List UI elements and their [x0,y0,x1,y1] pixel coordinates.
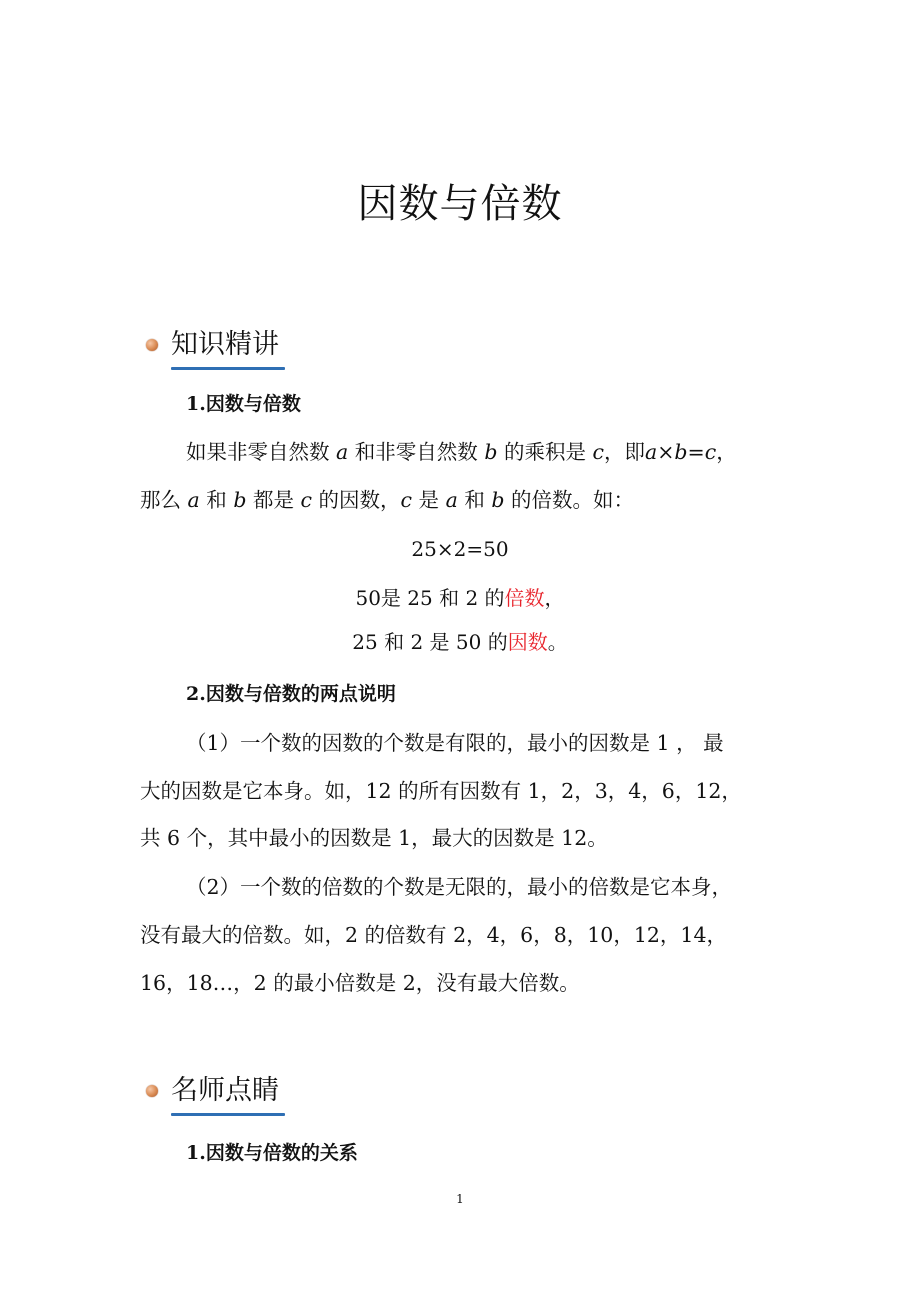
text: 的因数， [318,488,401,512]
bullet-icon [146,1085,158,1097]
var-c: c [300,488,312,512]
highlight-factor: 因数 [507,630,548,654]
var-b: b [233,488,247,512]
section-underline [171,1113,285,1116]
text: 和 [206,488,227,512]
note1-line-3: 共 6 个，其中最小的因数是 1，最大的因数是 12。 [140,826,608,850]
definition-line-1 [186,435,826,465]
text: 那么 [140,488,181,512]
text: 是 [418,488,440,512]
example-multiple-line [0,582,920,611]
var-a: a [187,488,200,512]
note2-line-2: 没有最大的倍数。如，2 的倍数有 2，4，6，8，10，12，14， [140,923,728,947]
var-b: b [674,440,688,464]
definition-line-2 [140,483,780,513]
var-b: b [491,488,505,512]
example-equation: 25×2=50 [411,537,509,561]
var-a: a [336,440,349,464]
note2-line-1: （2）一个数的倍数的个数是无限的，最小的倍数是它本身， [186,875,733,899]
section-heading-text: 名师点睛 [171,1075,279,1106]
section-underline [171,367,285,370]
text: ，即 [604,440,645,464]
text: 。 [547,630,568,654]
subheading-relationship: 1.因数与倍数的关系 [186,1142,358,1164]
subheading-two-notes: 2.因数与倍数的两点说明 [186,683,396,705]
text: ， [544,586,565,610]
document-title: 因数与倍数 [357,181,563,227]
note1-line-1: （1）一个数的因数的个数是有限的，最小的因数是 1 ， 最 [186,731,724,755]
var-c: c [400,488,413,512]
section-heading-text: 知识精讲 [171,329,279,360]
subheading-factors-multiples: 1.因数与倍数 [186,393,301,415]
text: 的倍数。如： [511,488,635,512]
var-a: a [445,488,458,512]
text: 50是 25 和 2 的 [355,586,505,610]
bullet-icon [146,339,158,351]
text: 如果非零自然数 [186,440,330,464]
var-b: b [484,440,498,464]
page-number: 1 [456,1192,464,1206]
text: ， [716,440,737,464]
note1-line-2: 大的因数是它本身。如，12 的所有因数有 1，2，3，4，6，12， [140,779,742,803]
times-sign: × [657,440,675,464]
var-a: a [645,440,658,464]
var-c: c [592,440,604,464]
text: 和非零自然数 [354,440,478,464]
var-c: c [704,440,717,464]
note2-line-3: 16，18…，2 的最小倍数是 2，没有最大倍数。 [140,971,580,995]
text: 和 [464,488,485,512]
example-factor-line [0,626,920,655]
text: 都是 [252,488,294,512]
text: 的乘积是 [503,440,586,464]
equals-sign: = [687,440,705,464]
text: 25 和 2 是 50 的 [352,630,508,654]
highlight-multiple: 倍数 [504,586,545,610]
